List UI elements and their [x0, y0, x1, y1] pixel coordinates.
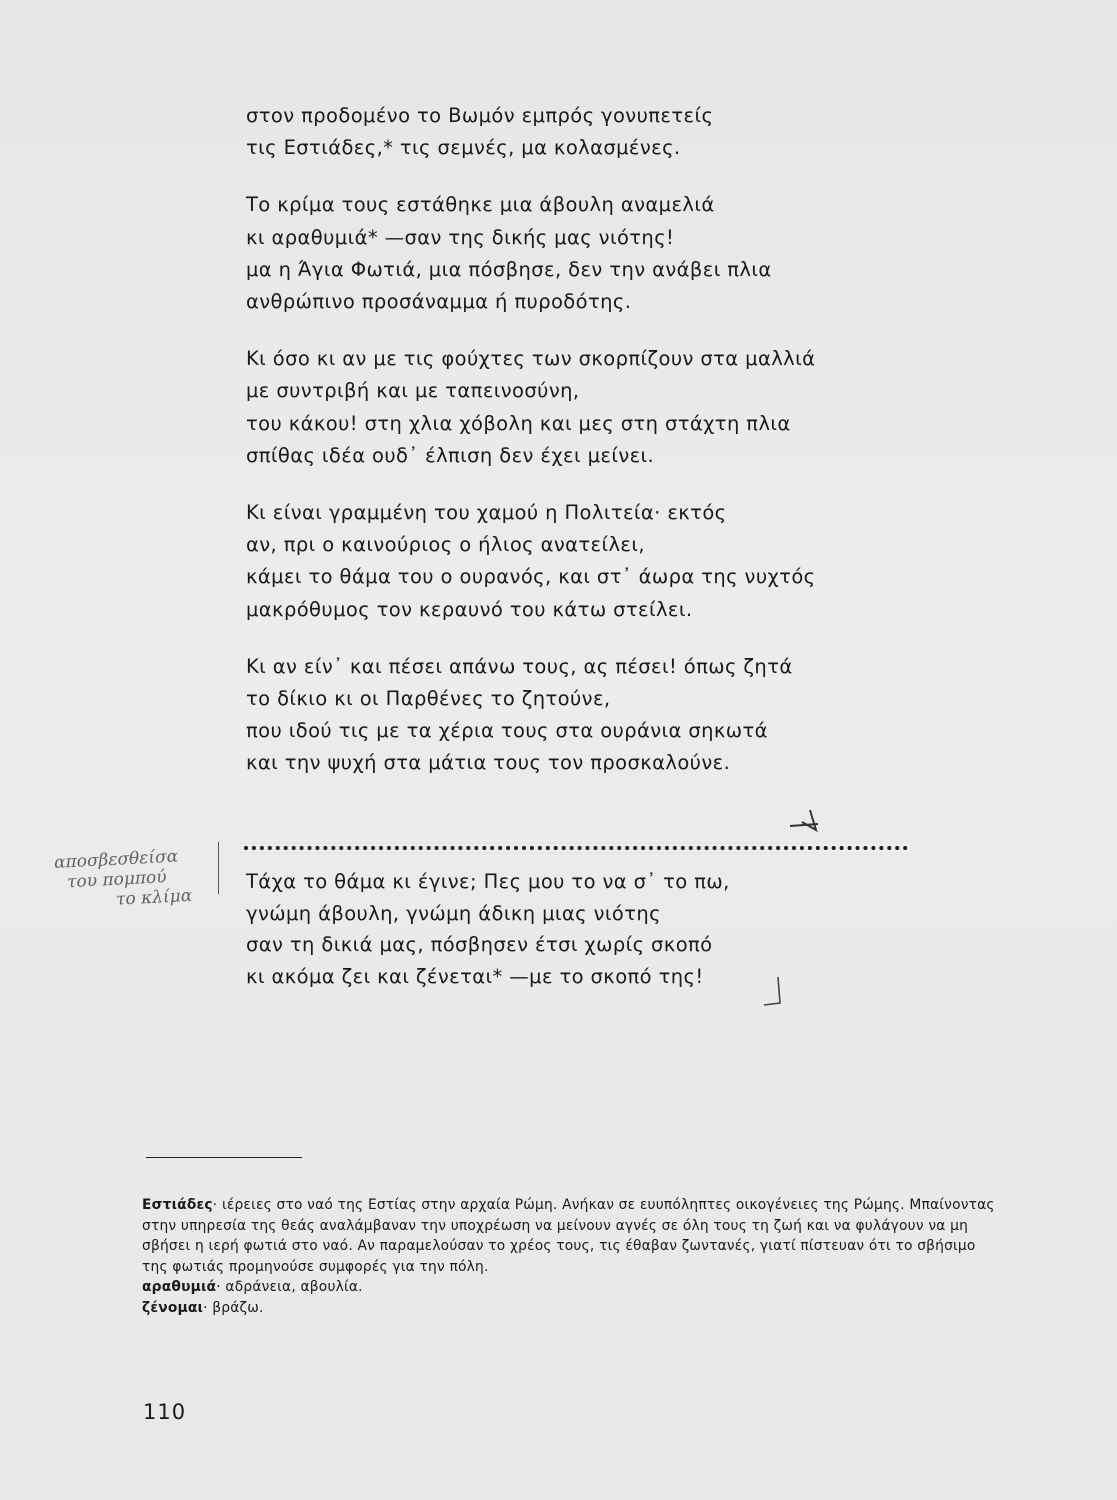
handwriting-line: αποσβεσθείσα: [53, 846, 179, 873]
footnote: [142, 1195, 1000, 1277]
poem-line: μακρόθυμος τον κεραυνό του κάτω στείλει.: [246, 597, 693, 621]
poem-line: Τάχα το θάμα κι έγινε; Πες μου το να σ᾽ το πω,: [246, 870, 730, 893]
poem-line: κι αραθυμιά* —σαν της δικής μας νιότης!: [246, 225, 675, 249]
footnote-text: · αδράνεια, αβουλία.: [216, 1279, 363, 1295]
poem-line: Κι όσο κι αν με τις φούχτες των σκορπίζουν στα μαλλιά: [246, 347, 816, 371]
poem-line: αν, πρι ο καινούριος ο ήλιος ανατείλει,: [246, 533, 645, 557]
poem-line: κι ακόμα ζει και ζένεται* —με το σκοπό της!: [246, 964, 704, 988]
footnote-text: · ιέρειες στο ναό της Εστίας στην αρχαία Ρώμη. Ανήκαν σε ευυπόληπτες οικογένειες της Ρώμης. Μπαίνοντας στην υπηρεσία της θεάς αναλάμβαναν την υποχρέωση να μείνουν αγνές σε όλη τους τη ζωή και να φυλάγουν να μη σβήσει η ιερή φωτιά στο ναό. Αν παραμελούσαν το χρέος τους, τις έθαβαν ζωντανές, γιατί πίστευαν ότι το σβήσιμο της φωτιάς προμηνούσε συμφορές για την πόλη.: [142, 1197, 995, 1275]
poem: [246, 100, 946, 805]
stanza-1: [246, 100, 946, 164]
stanza-6: [246, 866, 946, 992]
poem-line: Κι είναι γραμμένη του χαμού η Πολιτεία· εκτός: [246, 501, 727, 525]
footnote-term: ζένομαι: [142, 1299, 204, 1316]
footnote-term: αραθυμιά: [142, 1279, 217, 1295]
stanza-3: [246, 343, 946, 472]
poem-continued: [246, 866, 946, 1017]
poem-line: μα η Άγια Φωτιά, μια πόσβησε, δεν την ανάβει πλια: [246, 257, 772, 281]
poem-line: στον προδομένο το Βωμόν εμπρός γονυπετείς: [246, 104, 714, 127]
footnote: [142, 1277, 1000, 1298]
stanza-4: [246, 497, 946, 626]
handwriting-line: το κλίμα: [115, 885, 193, 910]
poem-line: τις Εστιάδες,* τις σεμνές, μα κολασμένες.: [246, 136, 681, 160]
annotation-bracket: [218, 842, 229, 894]
checkmark-icon: [788, 800, 828, 836]
stanza-5: [246, 651, 946, 780]
checkmark-icon: [760, 975, 790, 1015]
poem-line: ανθρώπινο προσάναμμα ή πυροδότης.: [246, 290, 632, 314]
poem-line: γνώμη άβουλη, γνώμη άδικη μιας νιότης: [246, 901, 661, 925]
poem-line: του κάκου! στη χλια χόβολη και μες στη στάχτη πλια: [246, 411, 791, 435]
footnote-text: · βράζω.: [203, 1299, 264, 1316]
footnote-rule: [146, 1157, 302, 1158]
poem-line: σπίθας ιδέα ουδ᾽ έλπιση δεν έχει μείνει.: [246, 443, 655, 467]
handwriting-line: του πομπού: [66, 867, 168, 893]
poem-line: Κι αν είν᾽ και πέσει απάνω τους, ας πέσει! όπως ζητά: [246, 654, 793, 678]
page-number: 110: [143, 1400, 187, 1424]
dotted-separator: [244, 840, 908, 850]
poem-line: το δίκιο κι οι Παρθένες το ζητούνε,: [246, 687, 611, 711]
poem-line: και την ψυχή στα μάτια τους τον προσκαλούνε.: [246, 751, 731, 775]
footnotes: [142, 1195, 1000, 1318]
poem-line: Το κρίμα τους εστάθηκε μια άβουλη αναμελιά: [246, 193, 715, 217]
poem-line: κάμει το θάμα του ο ουρανός, και στ᾽ άωρα της νυχτός: [246, 565, 816, 589]
footnote: [142, 1298, 1000, 1319]
poem-line: σαν τη δικιά μας, πόσβησεν έτσι χωρίς σκοπό: [246, 933, 713, 956]
footnote-term: Εστιάδες: [142, 1197, 213, 1213]
poem-line: που ιδού τις με τα χέρια τους στα ουράνια σηκωτά: [246, 719, 768, 743]
stanza-2: [246, 189, 946, 318]
poem-line: με συντριβή και με ταπεινοσύνη,: [246, 379, 580, 403]
